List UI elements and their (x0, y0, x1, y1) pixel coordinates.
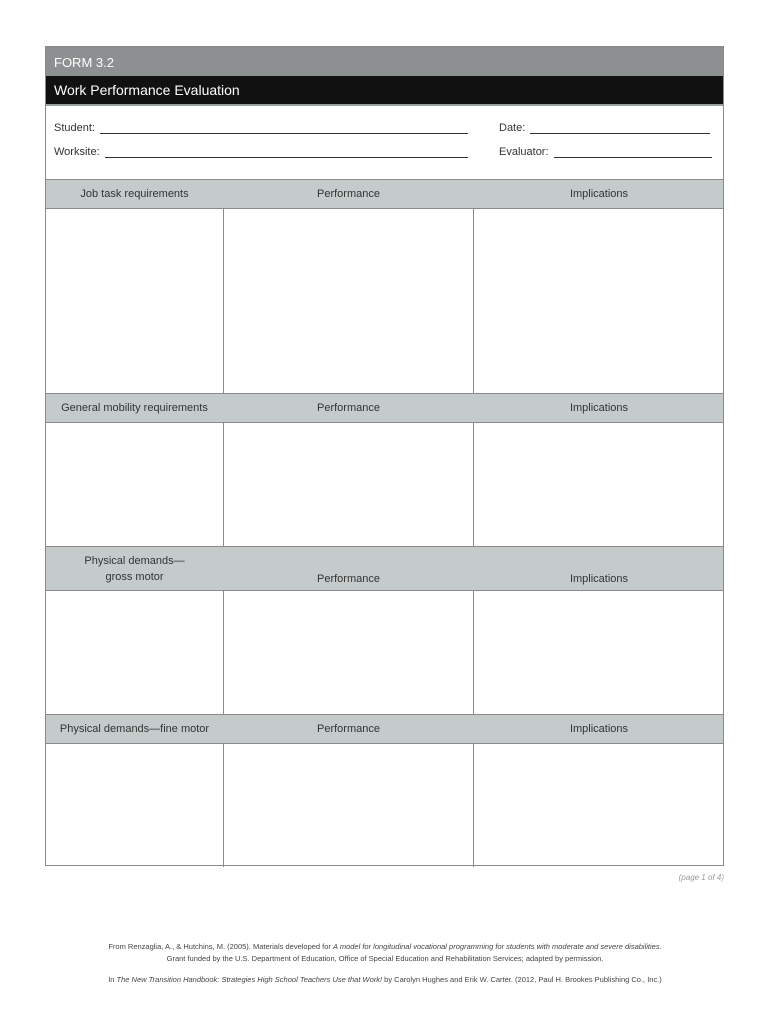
date-label: Date: (499, 122, 526, 134)
title-divider (46, 104, 723, 106)
section-header-mobility (46, 393, 723, 423)
book-title: The New Transition Handbook: Strategies High School Teachers Use that Work! (116, 975, 383, 984)
citation-title: A model for longitudinal vocational programming for students with moderate and severe disabilities. (333, 942, 662, 951)
evaluator-label: Evaluator: (499, 146, 549, 158)
citation-line-3 (0, 975, 770, 984)
header-performance: Performance (317, 723, 380, 735)
citation-source: From Renzaglia, A., & Hutchins, M. (2005). Materials developed for (108, 942, 334, 951)
form-number: FORM 3.2 (46, 47, 723, 76)
header-job-task-requirements: Job task requirements (80, 188, 189, 200)
column-divider (473, 179, 474, 867)
book-authors: by Carolyn Hughes and Erik W. Carter. (2012, Paul H. Brookes Publishing Co., Inc.) (382, 975, 662, 984)
page-number: (page 1 of 4) (678, 873, 724, 882)
section-header-gross-motor (46, 546, 723, 591)
header-physical-demands-gross-motor: Physical demands— gross motor (84, 554, 185, 583)
date-field[interactable] (499, 122, 710, 134)
citation-line-2: Grant funded by the U.S. Department of Education, Office of Special Education and Rehabilitation Services; adapted by permission. (166, 954, 604, 963)
worksite-label: Worksite: (54, 146, 100, 158)
form-title: Work Performance Evaluation (46, 76, 723, 104)
evaluator-line[interactable] (554, 149, 712, 158)
student-line[interactable] (100, 125, 468, 134)
student-field[interactable] (54, 122, 468, 134)
header-implications: Implications (569, 723, 629, 735)
header-performance: Performance (317, 573, 380, 585)
header-implications: Implications (569, 188, 629, 200)
date-line[interactable] (530, 125, 710, 134)
student-label: Student: (54, 122, 95, 134)
section-header-job-task (46, 179, 723, 209)
evaluation-form (45, 46, 724, 866)
citation-line-1 (0, 942, 770, 951)
header-performance: Performance (317, 188, 380, 200)
column-divider (223, 179, 224, 867)
citation-prefix: In (108, 975, 117, 984)
header-implications: Implications (569, 402, 629, 414)
header-implications: Implications (569, 573, 629, 585)
worksite-line[interactable] (105, 149, 468, 158)
worksite-field[interactable] (54, 146, 468, 158)
header-performance: Performance (317, 402, 380, 414)
header-general-mobility-requirements: General mobility requirements (61, 402, 208, 414)
header-physical-demands-fine-motor: Physical demands—fine motor (59, 723, 210, 735)
section-header-fine-motor (46, 714, 723, 744)
evaluator-field[interactable] (499, 146, 712, 158)
